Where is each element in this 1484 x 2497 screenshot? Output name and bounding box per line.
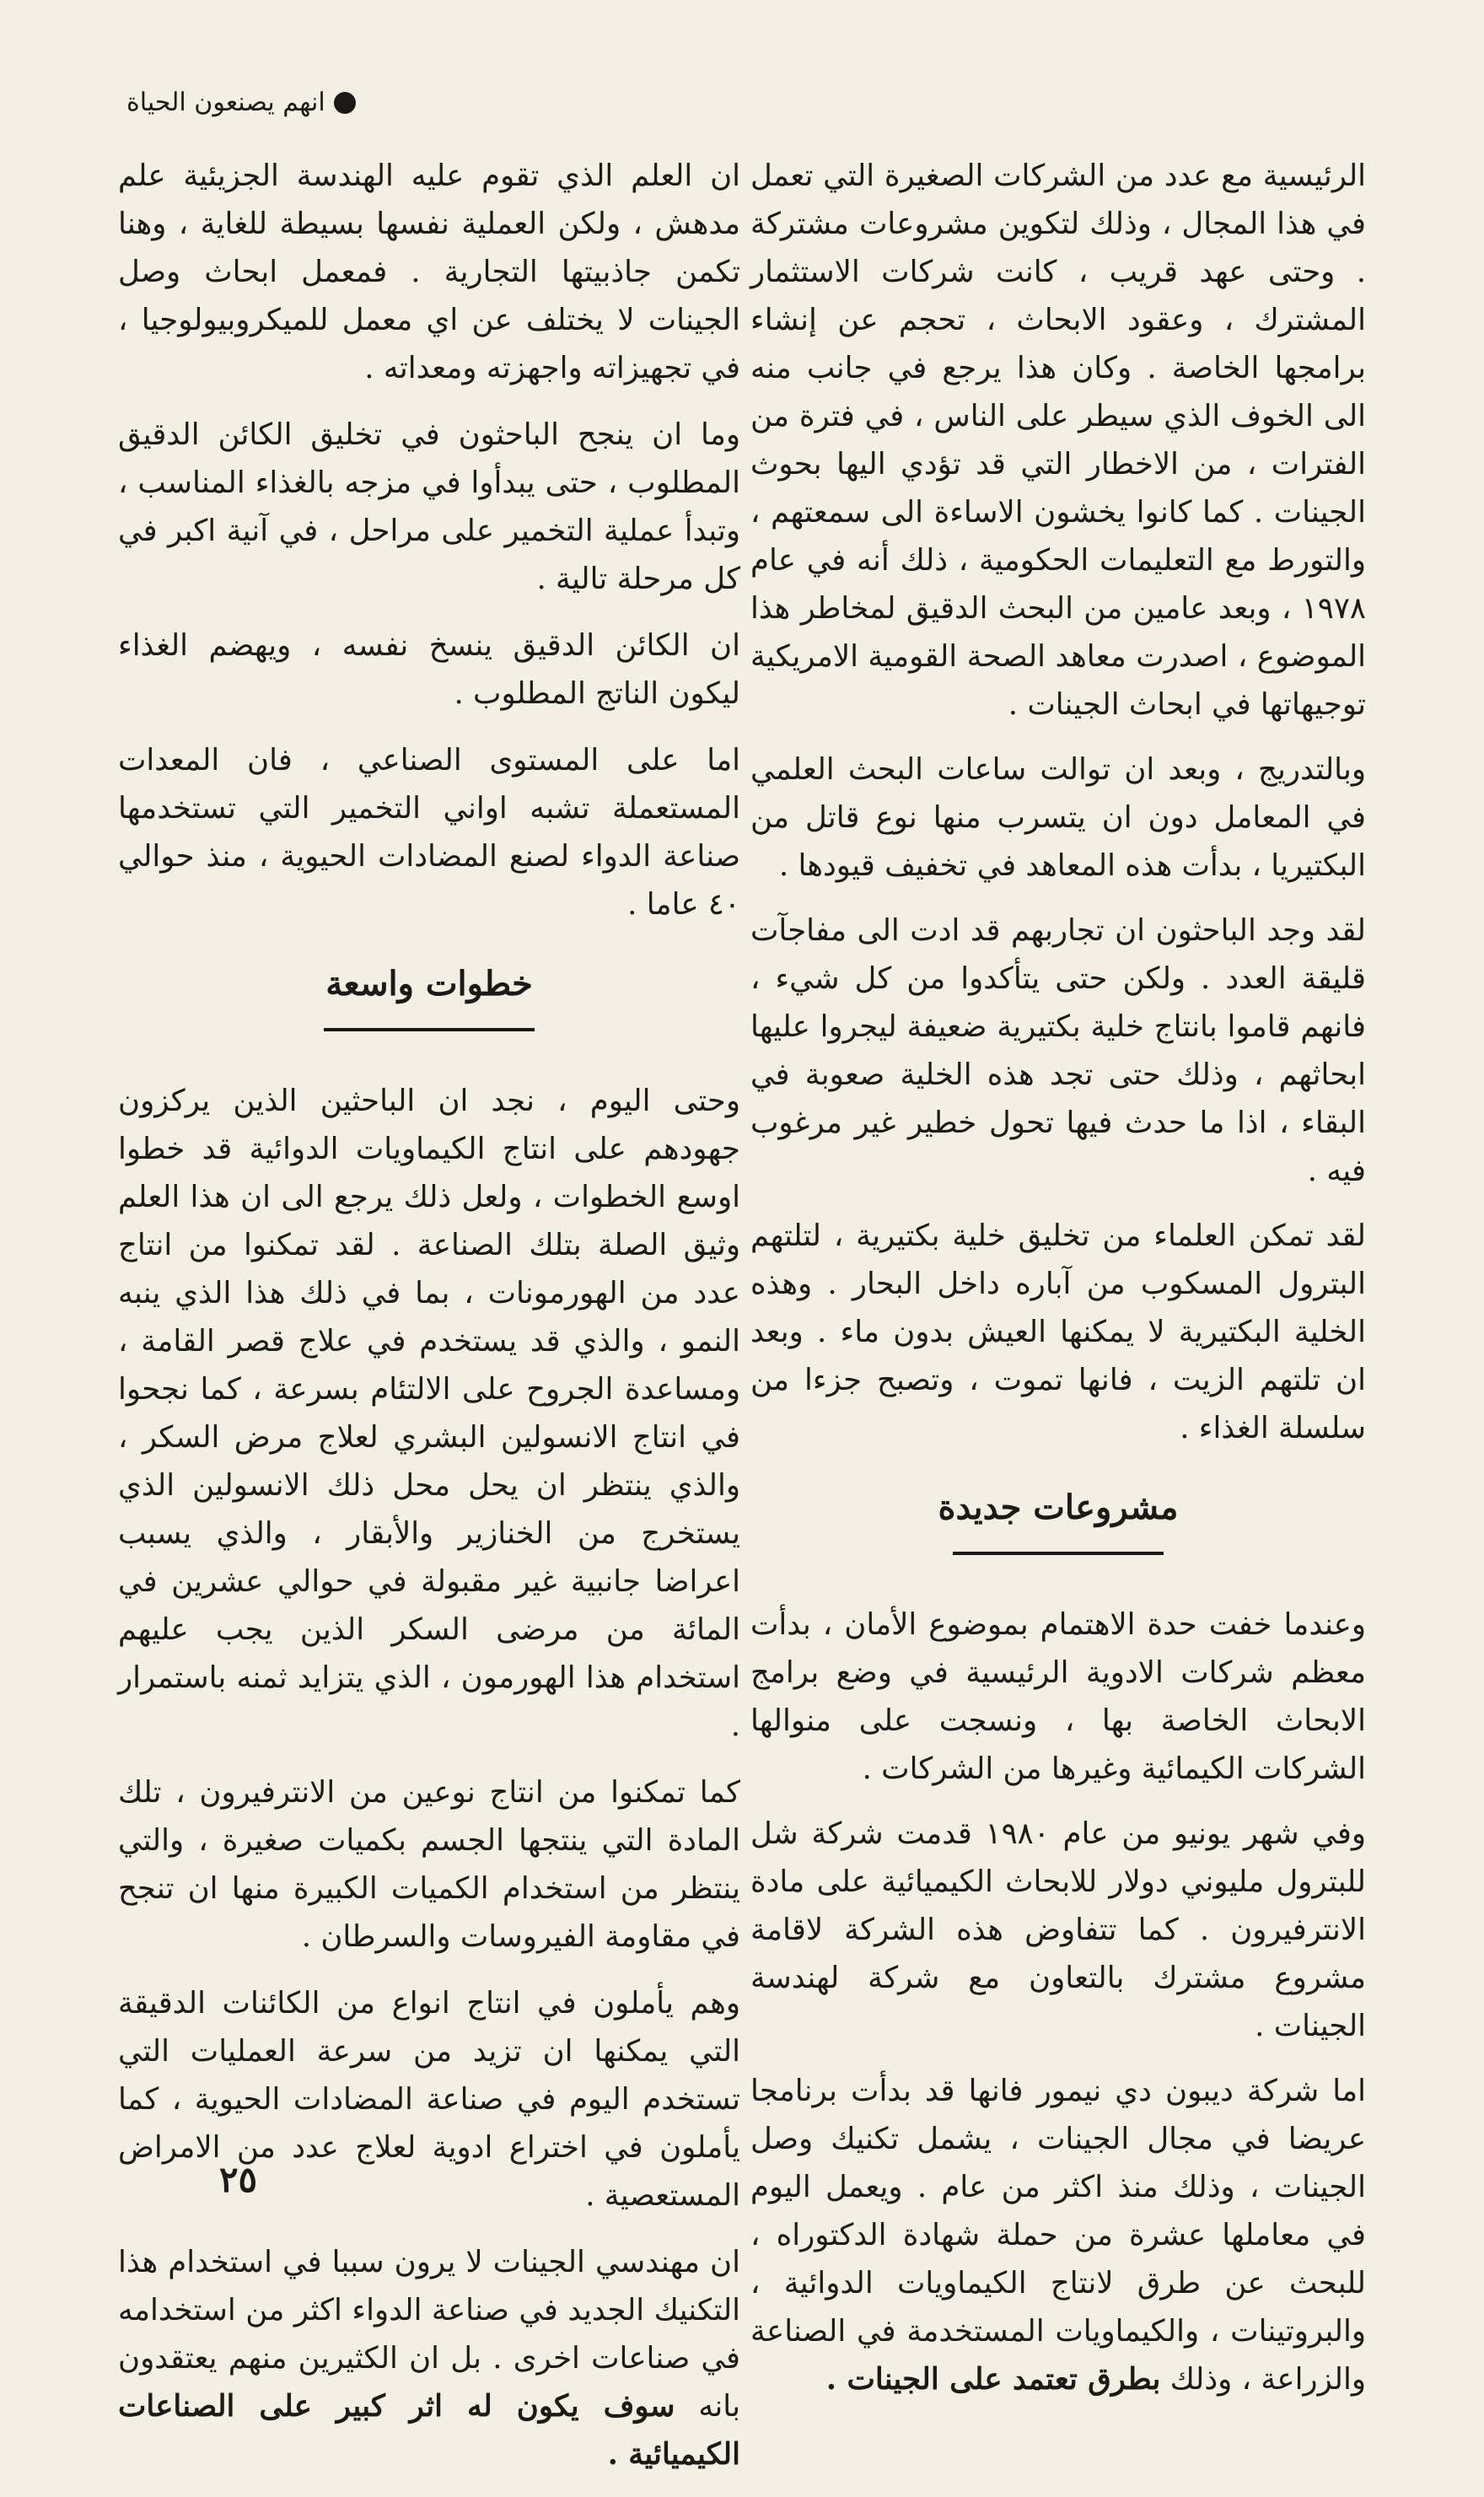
heading-rule bbox=[324, 1028, 535, 1031]
paragraph-text: اما شركة ديبون دي نيمور فانها قد بدأت برنامجا عريضا في مجال الجينات ، يشمل تكنيك وصل الجينات ، وذلك منذ اكثر من عام . ويعمل اليوم في معاملها عشرة من حملة شهادة الدكتوراه ، للبحث عن طرق لانتاج الكيماويات الدوائية ، والبروتينات ، والكيماويات المستخدمة في الصناعة والزراعة ، وذلك bbox=[750, 2074, 1366, 2397]
page-number: ٢٥ bbox=[219, 2159, 258, 2200]
running-head-title: انهم يصنعون الحياة bbox=[126, 88, 325, 117]
bold-tail-text: بطرق تعتمد على الجينات . bbox=[825, 2362, 1161, 2397]
paragraph-with-bold-tail bbox=[118, 2238, 740, 2478]
paragraph: وحتى اليوم ، نجد ان الباحثين الذين يركزون جهودهم على انتاج الكيماويات الدوائية قد خطوا اوسع الخطوات ، ولعل ذلك يرجع الى ان هذا العلم وثيق الصلة بتلك الصناعة . لقد تمكنوا من انتاج عدد من الهورمونات ، بما في ذلك هذا الذي ينبه النمو ، والذي قد يستخدم في علاج قصر القامة ، ومساعدة الجروح على الالتئام بسرعة ، كما نجحوا في انتاج الانسولين البشري لعلاج مرض السكر ، والذي ينتظر ان يحل محل ذلك الانسولين الذي يستخرج من الخنازير والأبقار ، والذي يسبب اعراضا جانبية غير مقبولة في حوالي عشرين في المائة من مرضى السكر الذين يجب عليهم استخدام هذا الهورمون ، الذي يتزايد ثمنه باستمرار . bbox=[118, 1084, 740, 1743]
right-column bbox=[750, 152, 1366, 2420]
heading-rule bbox=[953, 1552, 1164, 1555]
section-heading-new-projects: مشروعات جديدة bbox=[938, 1488, 1179, 1527]
paragraph: وهم يأملون في انتاج انواع من الكائنات الدقيقة التي يمكنها ان تزيد من سرعة العمليات التي تستخدم اليوم في صناعة المضادات الحيوية ، كما يأملون في اختراع ادوية لعلاج عدد من الامراض المستعصية . bbox=[118, 1986, 740, 2213]
bullet-dot-icon bbox=[334, 92, 356, 114]
paragraph-with-bold-tail bbox=[750, 2067, 1366, 2403]
paragraph-text: ان مهندسي الجينات لا يرون سببا في استخدام هذا التكنيك الجديد في صناعة الدواء اكثر من استخدامه في صناعات اخرى . بل ان الكثيرين منهم يعتقدون بانه bbox=[118, 2245, 740, 2424]
paragraph: ان الكائن الدقيق ينسخ نفسه ، ويهضم الغذاء ليكون الناتج المطلوب . bbox=[118, 628, 740, 711]
paragraph: وفي شهر يونيو من عام ١٩٨٠ قدمت شركة شل للبترول مليوني دولار للابحاث الكيميائية على مادة الانترفيرون . كما تتفاوض هذه الشركة لاقامة مشروع مشترك بالتعاون مع شركة لهندسة الجينات . bbox=[750, 1816, 1366, 2043]
paragraph: الرئيسية مع عدد من الشركات الصغيرة التي تعمل في هذا المجال ، وذلك لتكوين مشروعات مشتركة . وحتى عهد قريب ، كانت شركات الاستثمار المشترك ، وعقود الابحاث ، تحجم عن إنشاء برامجها الخاصة . وكان هذا يرجع في جانب منه الى الخوف الذي سيطر على الناس ، في فترة من الفترات ، من الاخطار التي قد تؤدي اليها بحوث الجينات . كما كانوا يخشون الاساءة الى سمعتهم ، والتورط مع التعليمات الحكومية ، ذلك أنه في عام ١٩٧٨ ، وبعد عامين من البحث الدقيق لمخاطر هذا الموضوع ، اصدرت معاهد الصحة القومية الامريكية توجيهاتها في ابحاث الجينات . bbox=[750, 159, 1366, 722]
paragraph: وما ان ينجح الباحثون في تخليق الكائن الدقيق المطلوب ، حتى يبدأوا في مزجه بالغذاء المناسب ، وتبدأ عملية التخمير على مراحل ، في آنية اكبر في كل مرحلة تالية . bbox=[118, 417, 740, 596]
paragraph: وعندما خفت حدة الاهتمام بموضوع الأمان ، بدأت معظم شركات الادوية الرئيسية في وضع برامج الابحاث الخاصة بها ، ونسجت على منوالها الشركات الكيمائية وغيرها من الشركات . bbox=[750, 1607, 1366, 1786]
paragraph: كما تمكنوا من انتاج نوعين من الانترفيرون ، تلك المادة التي ينتجها الجسم بكميات صغيرة ، والتي ينتظر من استخدام الكميات الكبيرة منها ان تنجح في مقاومة الفيروسات والسرطان . bbox=[118, 1775, 740, 1954]
paragraph: اما على المستوى الصناعي ، فان المعدات المستعملة تشبه اواني التخمير التي تستخدمها صناعة الدواء لصنع المضادات الحيوية ، منذ حوالي ٤٠ عاما . bbox=[118, 743, 740, 922]
bold-tail-text: سوف يكون له اثر كبير على الصناعات الكيميائية . bbox=[118, 2389, 740, 2472]
left-column bbox=[118, 152, 740, 2497]
paragraph: لقد وجد الباحثون ان تجاربهم قد ادت الى مفاجآت قليقة العدد . ولكن حتى يتأكدوا من كل شيء ، فانهم قاموا بانتاج خلية بكتيرية ضعيفة ليجروا عليها ابحاثهم ، وذلك حتى تجد هذه الخلية صعوبة في البقاء ، اذا ما حدث فيها تحول خطير غير مرغوب فيه . bbox=[750, 913, 1366, 1188]
paragraph: لقد تمكن العلماء من تخليق خلية بكتيرية ، لتلتهم البترول المسكوب من آباره داخل البحار . وهذه الخلية البكتيرية لا يمكنها العيش بدون ماء . وبعد ان تلتهم الزيت ، فانها تموت ، وتصبح جزءا من سلسلة الغذاء . bbox=[750, 1219, 1366, 1445]
section-heading-wide-steps: خطوات واسعة bbox=[325, 964, 533, 1004]
running-head bbox=[126, 88, 356, 117]
paragraph: وبالتدريج ، وبعد ان توالت ساعات البحث العلمي في المعامل دون ان يتسرب منها نوع قاتل من البكتيريا ، بدأت هذه المعاهد في تخفيف قيودها . bbox=[750, 752, 1366, 883]
paragraph: ان العلم الذي تقوم عليه الهندسة الجزيئية علم مدهش ، ولكن العملية نفسها بسيطة للغاية ، وهنا تكمن جاذبيتها التجارية . فمعمل ابحاث وصل الجينات لا يختلف عن اي معمل للميكروبيولوجيا ، في تجهيزاته واجهزته ومعداته . bbox=[118, 159, 740, 385]
